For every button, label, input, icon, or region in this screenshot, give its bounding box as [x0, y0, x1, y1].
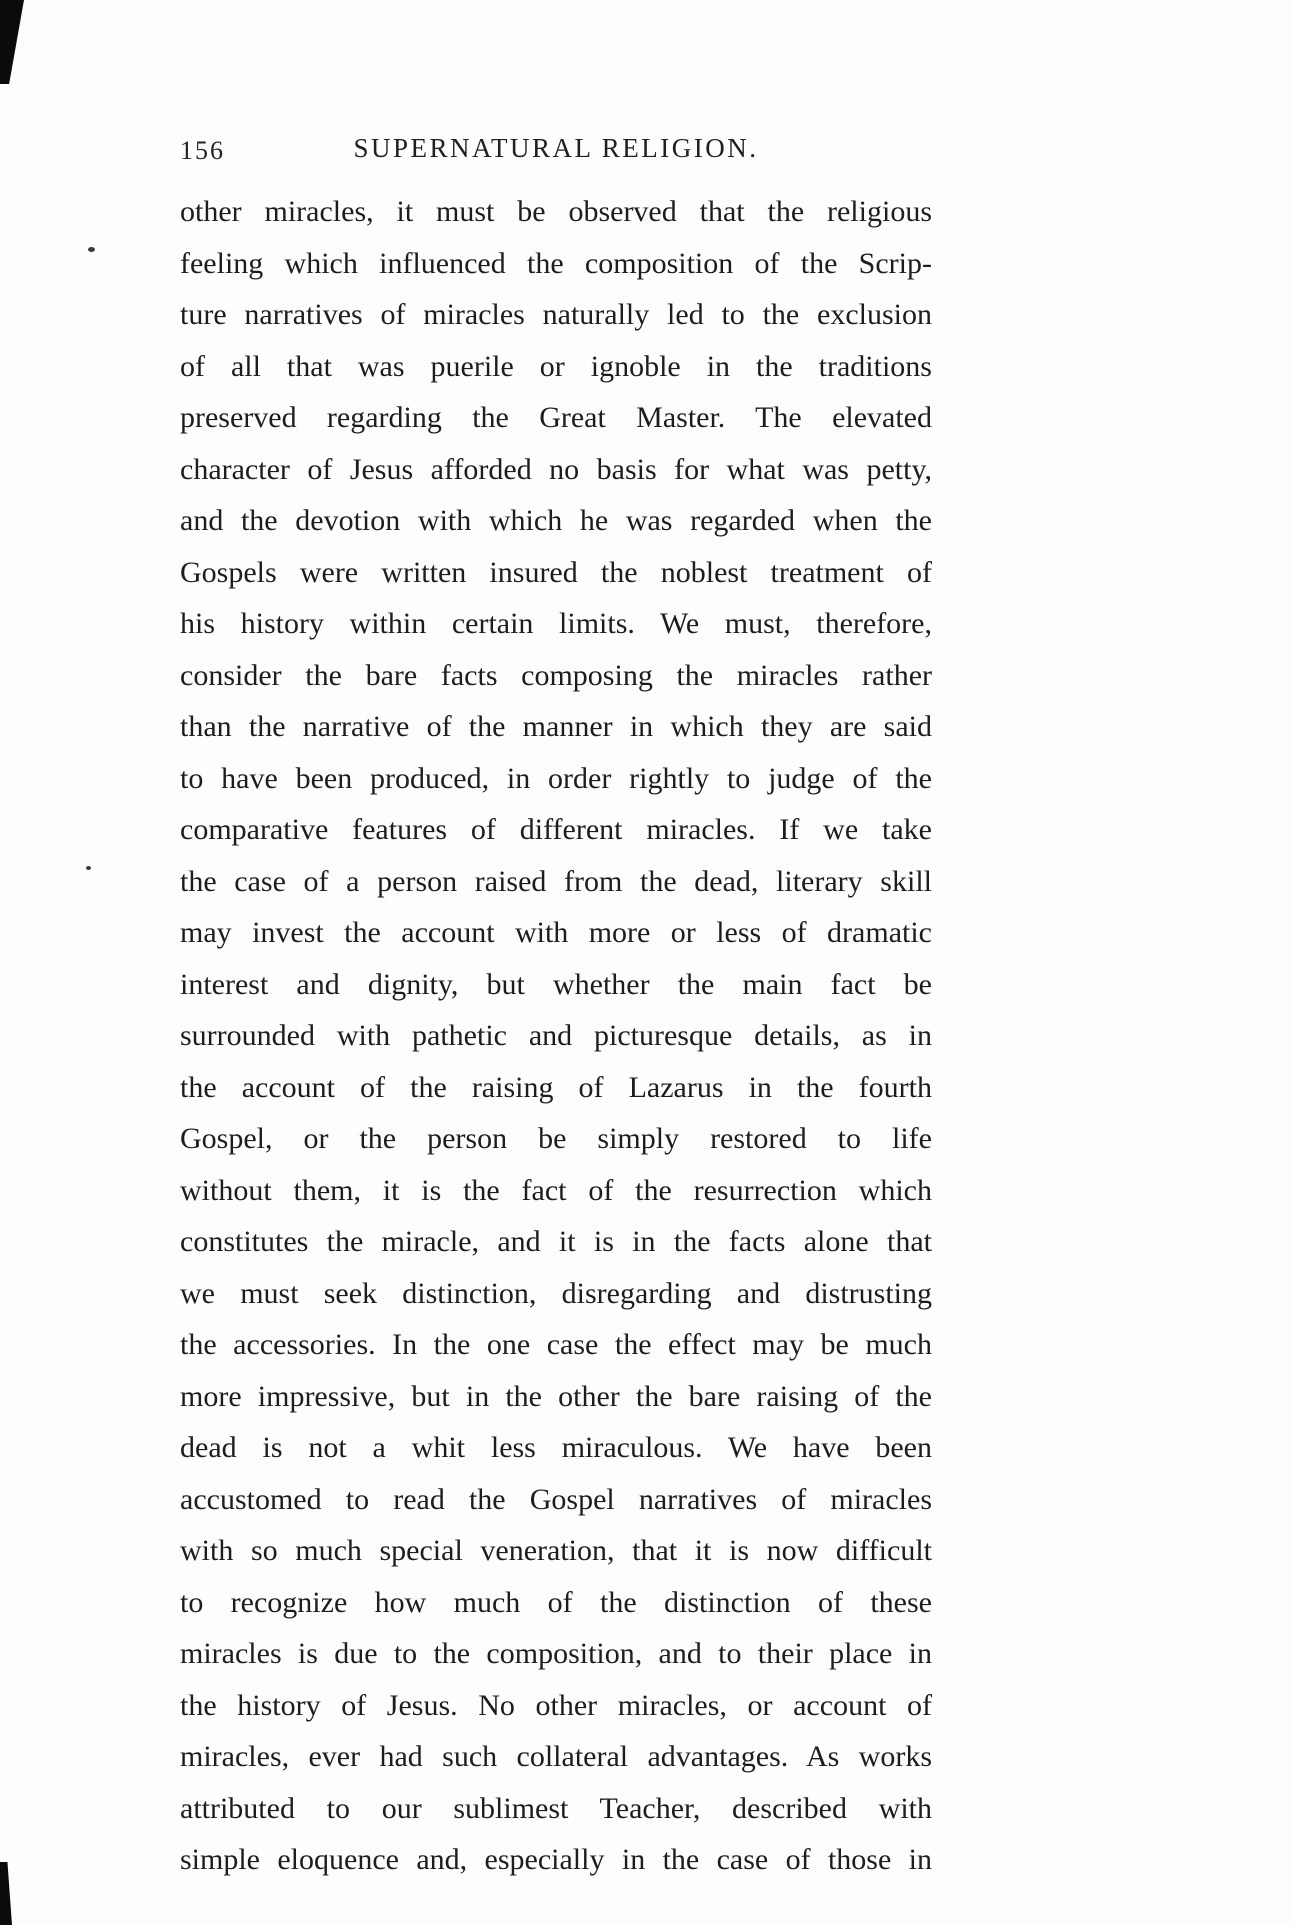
text-line: feeling which influenced the composition of the Scrip-	[180, 246, 932, 280]
text-line: character of Jesus afforded no basis for what was petty,	[180, 452, 932, 486]
text-line: Gospels were written insured the noblest treatment of	[180, 555, 932, 589]
text-line: with so much special veneration, that it is now difficult	[180, 1534, 932, 1567]
text-line: constitutes the miracle, and it is in the facts alone that	[180, 1225, 932, 1258]
text-line: without them, it is the fact of the resurrection which	[180, 1173, 932, 1207]
text-line: consider the bare facts composing the miracles rather	[180, 658, 932, 692]
text-line: interest and dignity, but whether the main fact be	[180, 967, 932, 1001]
text-line: other miracles, it must be observed that the religious	[180, 195, 932, 228]
text-line: may invest the account with more or less of dramatic	[180, 916, 932, 949]
text-line: simple eloquence and, especially in the case of those in	[180, 1843, 932, 1876]
text-line: his history within certain limits. We must, therefore,	[180, 607, 932, 640]
text-line: the accessories. In the one case the effect may be much	[180, 1328, 932, 1361]
text-line: to have been produced, in order rightly to judge of the	[180, 761, 932, 795]
scan-artifact-bottom-left	[0, 1862, 12, 1925]
text-line: to recognize how much of the distinction of these	[180, 1585, 932, 1619]
text-line: surrounded with pathetic and picturesque details, as in	[180, 1019, 932, 1052]
text-line: miracles, ever had such collateral advantages. As works	[180, 1740, 932, 1773]
text-line: of all that was puerile or ignoble in the traditions	[180, 349, 932, 383]
text-line: attributed to our sublimest Teacher, described with	[180, 1791, 932, 1825]
text-line: Gospel, or the person be simply restored to life	[180, 1122, 932, 1155]
scan-speck	[86, 866, 91, 870]
text-line: preserved regarding the Great Master. The elevated	[180, 401, 932, 434]
text-line: the account of the raising of Lazarus in the fourth	[180, 1070, 932, 1104]
body-text	[180, 186, 932, 1886]
running-head-title: SUPERNATURAL RELIGION.	[353, 133, 759, 163]
text-line: accustomed to read the Gospel narratives of miracles	[180, 1482, 932, 1516]
scan-artifact-top-left	[0, 0, 24, 84]
text-line: than the narrative of the manner in which they are said	[180, 710, 932, 743]
page-header	[180, 133, 932, 173]
text-line: ture narratives of miracles naturally led to the exclusion	[180, 298, 932, 331]
scan-speck	[88, 247, 95, 252]
text-line: dead is not a whit less miraculous. We have been	[180, 1431, 932, 1464]
text-line: more impressive, but in the other the bare raising of the	[180, 1379, 932, 1413]
text-line: comparative features of different miracles. If we take	[180, 813, 932, 846]
text-line: the history of Jesus. No other miracles, or account of	[180, 1688, 932, 1722]
text-line: we must seek distinction, disregarding and distrusting	[180, 1276, 932, 1310]
text-line: the case of a person raised from the dead, literary skill	[180, 864, 932, 898]
page-number: 156	[180, 136, 225, 165]
text-line: and the devotion with which he was regarded when the	[180, 504, 932, 537]
text-line: miracles is due to the composition, and to their place in	[180, 1637, 932, 1670]
